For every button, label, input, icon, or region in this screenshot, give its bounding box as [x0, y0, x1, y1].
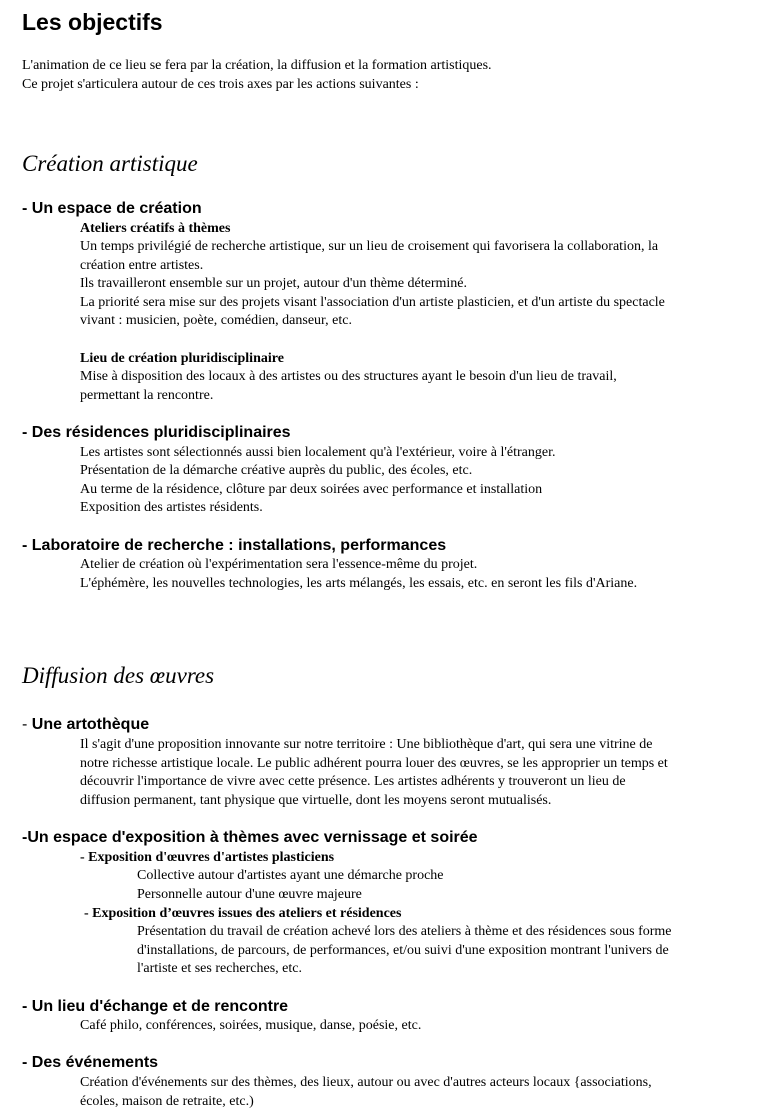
paragraph-line: Un temps privilégié de recherche artistique, sur un lieu de croisement qui favorisera la collaboration, la — [80, 239, 659, 254]
item-title: - Exposition d'œuvres d'artistes plasticiens — [80, 850, 335, 865]
section-title-creation: Création artistique — [22, 151, 198, 176]
subsection-heading — [22, 715, 149, 735]
paragraph-line: création entre artistes. — [80, 258, 204, 273]
paragraph-line: Les artistes sont sélectionnés aussi bien localement qu'à l'extérieur, voire à l'étranger. — [80, 445, 556, 460]
paragraph-line: Au terme de la résidence, clôture par deux soirées avec performance et installation — [80, 482, 543, 497]
paragraph-line: permettant la rencontre. — [80, 388, 214, 403]
paragraph-line: L'éphémère, les nouvelles technologies, les arts mélangés, les essais, etc. en seront les fils d'Ariane. — [80, 576, 638, 591]
subsection-heading: -Un espace d'exposition à thèmes avec vernissage et soirée — [22, 829, 478, 846]
paragraph-line: Il s'agit d'une proposition innovante sur notre territoire : Une bibliothèque d'art, qui sera une vitrine de — [80, 737, 653, 752]
paragraph-line: Présentation de la démarche créative auprès du public, des écoles, etc. — [80, 463, 473, 478]
paragraph-line: Mise à disposition des locaux à des artistes ou des structures ayant le besoin d'un lieu de travail, — [80, 369, 617, 384]
paragraph-line: Atelier de création où l'expérimentation sera l'essence-même du projet. — [80, 557, 478, 572]
intro-line: L'animation de ce lieu se fera par la création, la diffusion et la formation artistiques. — [22, 58, 492, 73]
paragraph-line: Café philo, conférences, soirées, musique, danse, poésie, etc. — [80, 1018, 422, 1033]
subsection-heading: - Un espace de création — [22, 200, 202, 217]
paragraph-line: Personnelle autour d'une œuvre majeure — [137, 887, 362, 902]
paragraph-line: découvrir l'importance de vivre avec cette présence. Les artistes adhérents y trouveront un lieu de — [80, 774, 626, 789]
paragraph-line: d'installations, de parcours, de performances, et/ou suivi d'une exposition montrant l'univers de — [137, 943, 669, 958]
paragraph-line: vivant : musicien, poète, comédien, danseur, etc. — [80, 313, 352, 328]
paragraph-line: Exposition des artistes résidents. — [80, 500, 263, 515]
paragraph-line: Création d'événements sur des thèmes, des lieux, autour ou avec d'autres acteurs locaux {associations, — [80, 1075, 652, 1090]
paragraph-line: diffusion permanent, tant physique que virtuelle, dont les moyens seront mutualisés. — [80, 793, 552, 808]
item-title: Ateliers créatifs à thèmes — [80, 221, 231, 236]
paragraph-line: Présentation du travail de création achevé lors des ateliers à thème et des résidences sous forme — [137, 924, 672, 939]
section-title-diffusion: Diffusion des œuvres — [22, 663, 215, 688]
item-title: Lieu de création pluridisciplinaire — [80, 351, 284, 366]
paragraph-line: écoles, maison de retraite, etc.) — [80, 1094, 254, 1109]
subsection-heading: - Laboratoire de recherche : installations, performances — [22, 537, 447, 554]
page-title: Les objectifs — [22, 9, 163, 35]
item-title: - Exposition d’œuvres issues des ateliers et résidences — [84, 906, 402, 921]
paragraph-line: notre richesse artistique locale. Le public adhérent pourra louer des œuvres, se les approprier un temps et — [80, 756, 668, 771]
subsection-heading: - Un lieu d'échange et de rencontre — [22, 998, 289, 1015]
heading-dash: - — [22, 716, 32, 733]
paragraph-line: Ils travailleront ensemble sur un projet, autour d'un thème déterminé. — [80, 276, 468, 291]
paragraph-line: Collective autour d'artistes ayant une démarche proche — [137, 868, 444, 883]
intro-line: Ce projet s'articulera autour de ces trois axes par les actions suivantes : — [22, 77, 419, 92]
paragraph-line: La priorité sera mise sur des projets visant l'association d'un artiste plasticien, et d'un artiste du spectacle — [80, 295, 665, 310]
heading-text: Une artothèque — [31, 716, 150, 733]
subsection-heading: - Des événements — [22, 1054, 159, 1071]
paragraph-line: l'artiste et ses recherches, etc. — [137, 961, 302, 976]
subsection-heading: - Des résidences pluridisciplinaires — [22, 424, 291, 441]
